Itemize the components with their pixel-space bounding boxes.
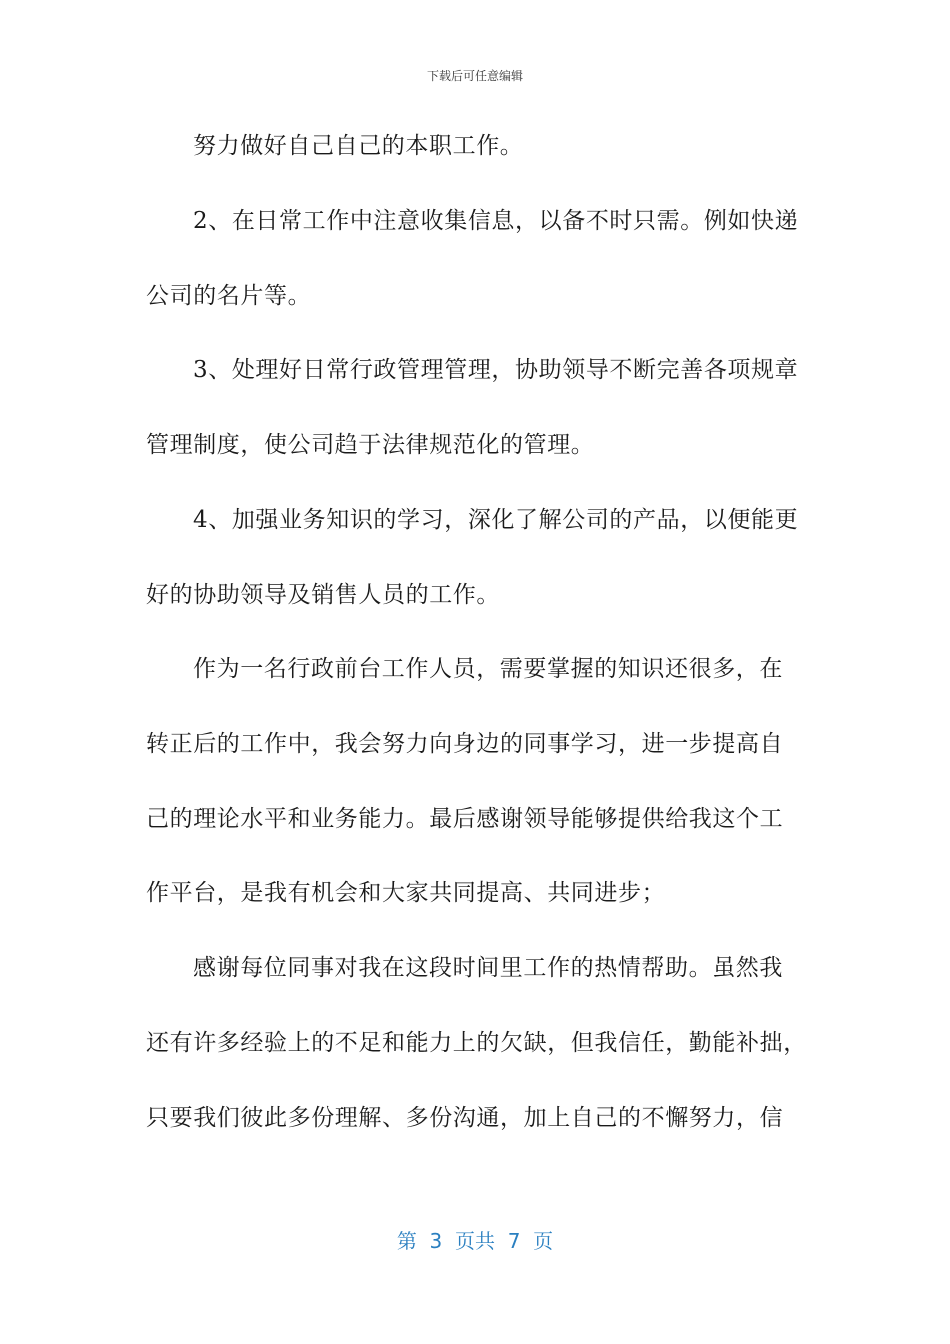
- page-header: 下载后可任意编辑: [426, 69, 523, 83]
- body-line: 转正后的工作中，我会努力向身边的同事学习，进一步提高自: [146, 731, 784, 757]
- body-line: 3、处理好日常行政管理管理，协助领导不断完善各项规章: [193, 357, 799, 383]
- body-line: 4、加强业务知识的学习，深化了解公司的产品，以便能更: [193, 507, 799, 533]
- body-line: 感谢每位同事对我在这段时间里工作的热情帮助。虽然我: [193, 955, 783, 981]
- body-line: 管理制度，使公司趋于法律规范化的管理。: [146, 432, 595, 458]
- body-line: 作平台，是我有机会和大家共同提高、共同进步；: [146, 880, 666, 906]
- body-line: 只要我们彼此多份理解、多份沟通，加上自己的不懈努力，信: [146, 1105, 784, 1131]
- body-line: 还有许多经验上的不足和能力上的欠缺，但我信任，勤能补拙，: [146, 1030, 807, 1056]
- body-line: 2、在日常工作中注意收集信息，以备不时只需。例如快递: [193, 208, 799, 234]
- body-line: 公司的名片等。: [146, 283, 312, 309]
- body-line: 己的理论水平和业务能力。最后感谢领导能够提供给我这个工: [146, 806, 784, 832]
- body-line: 作为一名行政前台工作人员，需要掌握的知识还很多，在: [193, 656, 783, 682]
- body-line: 好的协助领导及销售人员的工作。: [146, 582, 500, 608]
- page-number: 第 3 页共 7 页: [396, 1229, 554, 1253]
- body-line: 努力做好自己自己的本职工作。: [193, 133, 524, 159]
